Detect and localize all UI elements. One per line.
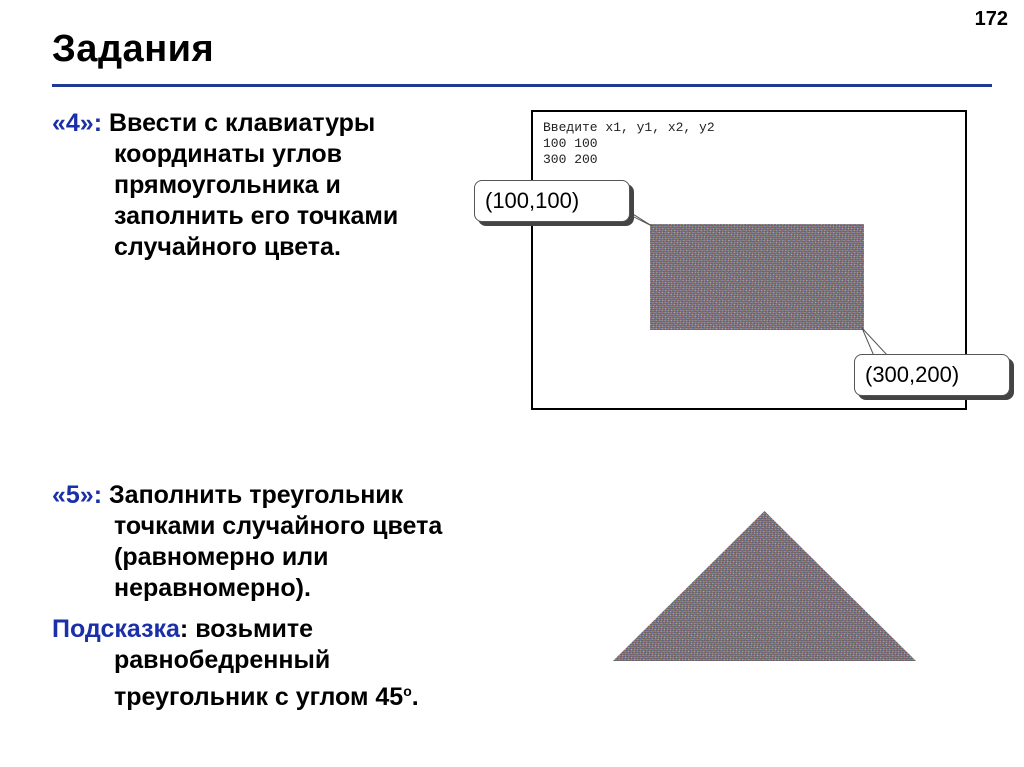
callout-bottom-right: (300,200) (854, 354, 1010, 396)
task-4-line-5: случайного цвета. (114, 233, 341, 261)
hint-text-3-end: . (411, 683, 419, 711)
console-line-input-2: 300 200 (543, 152, 598, 167)
hint-line-3 (52, 676, 522, 713)
hint-line-1 (52, 614, 522, 645)
hint-text-3: треугольник с углом 45 (114, 683, 404, 711)
console-line-input-1: 100 100 (543, 136, 598, 151)
task-4-number: «4»: (52, 109, 103, 137)
task-5-text-1: Заполнить треугольник (109, 481, 404, 509)
hint-text-1: : возьмите (179, 615, 313, 643)
task-5-line-1 (52, 480, 522, 511)
task-4-line-1 (52, 108, 472, 139)
task-4 (52, 108, 472, 263)
task-4-text-1: Ввести с клавиатуры (109, 109, 376, 137)
task-5-line-2: точками случайного цвета (114, 512, 443, 540)
task-5 (52, 480, 522, 604)
task-5-line-4: неравномерно). (114, 574, 311, 602)
random-color-rectangle (650, 224, 864, 330)
task-4-line-3: прямоугольника и (114, 171, 341, 199)
task-5-line-3: (равномерно или (114, 543, 329, 571)
random-color-triangle (613, 511, 916, 661)
task-4-line-2: координаты углов (114, 140, 343, 168)
hint-degree-sign: o (403, 683, 412, 699)
console-line-prompt: Введите x1, y1, x2, y2 (543, 120, 715, 135)
page-number: 172 (974, 8, 1008, 30)
title-divider (52, 84, 992, 87)
hint (52, 614, 522, 713)
console-output (543, 120, 715, 168)
slide-title: Задания (52, 28, 215, 70)
callout-top-left: (100,100) (474, 180, 630, 222)
hint-line-2: равнобедренный (114, 646, 331, 674)
task-4-line-4: заполнить его точками (114, 202, 399, 230)
task-5-number: «5»: (52, 481, 103, 509)
hint-label: Подсказка (52, 615, 180, 643)
